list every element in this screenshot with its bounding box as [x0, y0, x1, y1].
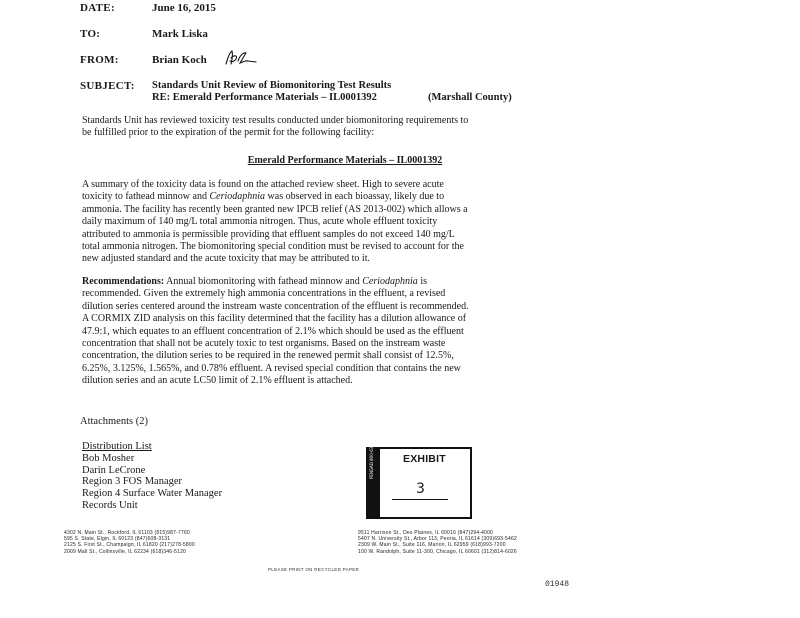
exhibit-sticker-brand: PENGAD 800-631-6989: [369, 432, 374, 479]
recommendations-line: dilution series and an acute LC50 limit of 2.1% effluent is attached.: [82, 375, 353, 387]
summary-line: ammonia. The facility has recently been granted new IPCB relief (AS 2013-002) which allows a: [82, 203, 468, 215]
recommendations-paragraph: [82, 276, 530, 388]
footer-address: 2125 S. First St., Champaign, IL 61820 (217)278-5800: [64, 542, 195, 549]
footer-address: 595 S. State, Elgin, IL 60123 (847)608-3131: [64, 536, 171, 543]
recommendations-text: Annual biomonitoring with fathead minnow and: [164, 276, 363, 287]
date-value: June 16, 2015: [152, 2, 216, 14]
recommendations-text: is: [417, 276, 427, 287]
species-name: Ceriodaphnia: [362, 276, 418, 287]
signature-initials: [224, 49, 258, 67]
recycled-paper-note: PLEASE PRINT ON RECYCLED PAPER: [268, 567, 360, 572]
attachments-note: Attachments (2): [80, 416, 148, 427]
summary-line: A summary of the toxicity data is found on the attached review sheet. High to severe acute: [82, 179, 444, 190]
intro-paragraph: [82, 115, 530, 140]
to-value: Mark Liska: [152, 28, 208, 40]
footer-addresses-right: [358, 530, 517, 555]
footer-address: 100 W. Randolph, Suite 11-300, Chicago, IL 60601 (312)814-6026: [358, 548, 517, 555]
footer-address: 4302 N. Main St., Rockford, IL 61103 (815)987-7760: [64, 530, 190, 536]
from-label: FROM:: [80, 54, 119, 66]
exhibit-label: EXHIBIT: [403, 453, 446, 465]
exhibit-number: 3: [416, 481, 425, 497]
distribution-title: Distribution List: [82, 441, 152, 452]
summary-line: new adjusted standard and the acute toxicity that may be attributed to it.: [82, 253, 370, 265]
exhibit-sticker: [366, 432, 472, 519]
distribution-item: Region 4 Surface Water Manager: [82, 488, 223, 500]
subject-line-1: Standards Unit Review of Biomonitoring Test Results: [152, 80, 392, 91]
summary-line: attributed to ammonia is permissible providing that effluent samples do not exceed 140 mg/L: [82, 228, 455, 240]
recommendations-line: 47.9:1, which equates to an effluent concentration of 2.1% which should be used as the effluent: [82, 325, 464, 337]
intro-line: Standards Unit has reviewed toxicity test results conducted under biomonitoring requirements to: [82, 115, 469, 126]
recommendations-line: [82, 276, 530, 288]
from-value: Brian Koch: [152, 54, 207, 66]
distribution-item: Bob Mosher: [82, 452, 135, 464]
intro-line: be fulfilled prior to the expiration of the permit for the following facility:: [82, 127, 375, 139]
summary-line: [82, 191, 530, 203]
recommendations-line: recommended. Given the extremely high ammonia concentrations in the effluent, a revised: [82, 288, 446, 300]
recommendations-line: concentration, the dilution series to be required in the renewed permit shall consist of 12.5%,: [82, 350, 454, 362]
distribution-item: Records Unit: [82, 499, 138, 511]
subject-line-2: RE: Emerald Performance Materials – IL0001392: [152, 92, 377, 103]
distribution-item: Region 3 FOS Manager: [82, 476, 183, 488]
subject-label: SUBJECT:: [80, 80, 135, 92]
summary-line: total ammonia nitrogen. The biomonitoring special condition must be revised to account for the: [82, 241, 464, 253]
summary-text: toxicity to fathead minnow and: [82, 191, 210, 203]
recommendations-line: dilution series centered around the instream waste concentration of the effluent is recommended.: [82, 300, 469, 312]
footer-address: 9511 Harrison St., Des Plaines, IL 60016 (847)294-4000: [358, 530, 494, 536]
exhibit-sticker-band: [368, 432, 380, 517]
recommendations-label: Recommendations:: [82, 276, 165, 287]
distribution-list: [82, 441, 222, 512]
distribution-item: Darin LeCrone: [82, 464, 146, 476]
recommendations-line: 6.25%, 3.125%, 1.565%, and 0.78% effluent. A revised special condition that contains the new: [82, 362, 461, 374]
date-label: DATE:: [80, 2, 115, 14]
summary-text: was observed in each bioassay, likely due to: [265, 191, 445, 203]
footer-addresses-left: [64, 530, 195, 555]
recommendations-line: A CORMIX ZID analysis on this facility determined that the facility has a dilution allowance of: [82, 313, 467, 325]
summary-paragraph: [82, 179, 530, 266]
footer-address: 2309 W. Main St., Suite 116, Marion, IL 62959 (618)993-7200: [358, 542, 506, 549]
document-number: 01948: [545, 580, 570, 589]
summary-line: daily maximum of 140 mg/L total ammonia nitrogen. Thus, acute whole effluent toxicity: [82, 216, 438, 228]
county: (Marshall County): [428, 92, 512, 103]
footer-address: 2009 Mall St., Collinsville, IL 62234 (618)346-5120: [64, 548, 187, 555]
species-name: Ceriodaphnia: [209, 191, 266, 203]
facility-title-text: Emerald Performance Materials – IL0001392: [247, 155, 443, 166]
recommendations-line: concentration that shall not be acutely toxic to test organisms. Based on the instream waste: [82, 338, 446, 350]
exhibit-number-line: [392, 499, 448, 500]
facility-title: [0, 155, 800, 166]
footer-address: 5407 N. University St., Arbor 113, Peoria, IL 61614 (309)693-5462: [358, 536, 517, 543]
to-label: TO:: [80, 28, 101, 40]
